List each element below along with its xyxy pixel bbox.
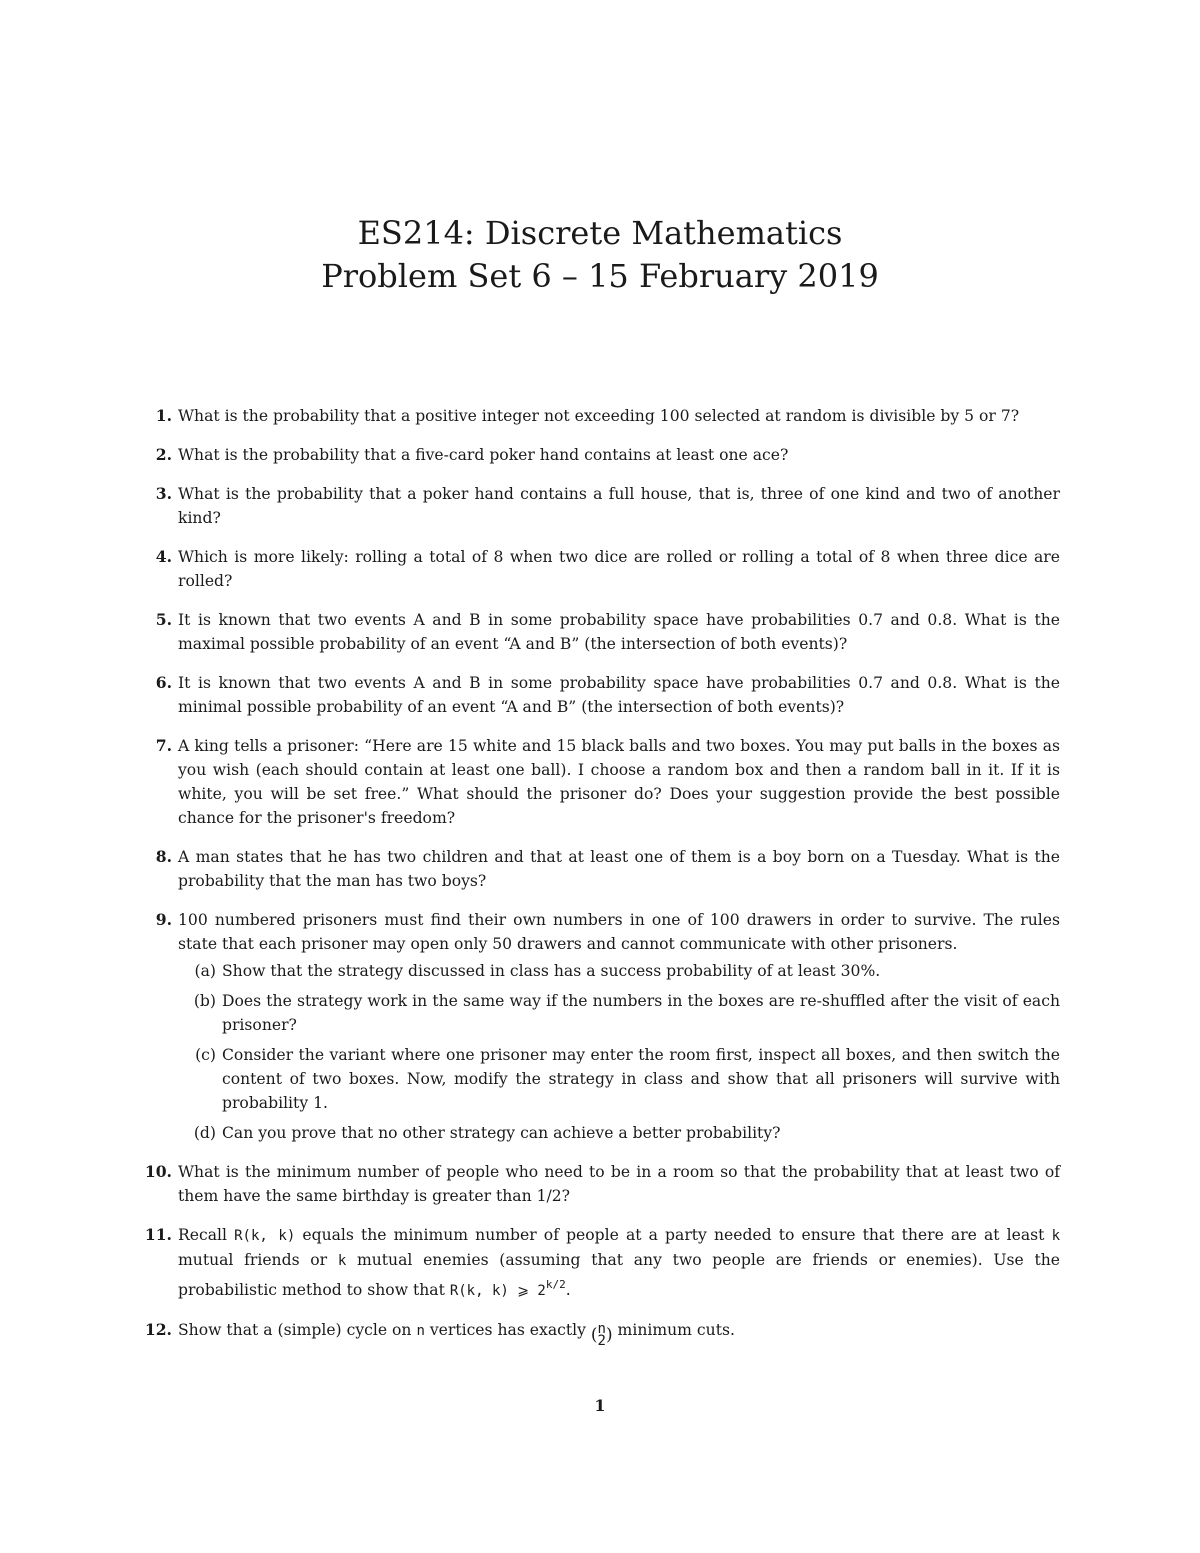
problem-number: 7.	[155, 736, 172, 755]
problem-3	[142, 482, 1060, 530]
problem-text-part: vertices has exactly	[424, 1321, 591, 1339]
problem-text: What is the probability that a five-card poker hand contains at least one ace?	[178, 446, 789, 464]
math-variable: k	[1051, 1228, 1060, 1244]
math-variable: n	[416, 1323, 425, 1339]
subproblem-text: Show that the strategy discussed in class has a success probability of at least 30%.	[222, 962, 881, 980]
problem-text: Which is more likely: rolling a total of 8 when two dice are rolled or rolling a total of 8 when three dice are rolled?	[178, 548, 1060, 590]
title-block	[0, 212, 1200, 298]
problem-11	[142, 1223, 1060, 1303]
problem-text: It is known that two events A and B in some probability space have probabilities 0.7 and 0.8. What is the minimal possible probability of an event “A and B” (the intersection of both events)?	[178, 674, 1060, 716]
problem-text: 100 numbered prisoners must find their own numbers in one of 100 drawers in order to survive. The rules state that each prisoner may open only 50 drawers and cannot communicate with other prisoners.	[178, 911, 1060, 953]
subproblem-label: (b)	[193, 992, 216, 1010]
problem-6	[142, 671, 1060, 719]
problem-number: 1.	[155, 406, 172, 425]
math-expression: R(k, k)	[234, 1228, 296, 1244]
problem-number: 2.	[155, 445, 172, 464]
problem-5	[142, 608, 1060, 656]
problem-number: 5.	[155, 610, 172, 629]
problem-text: What is the probability that a positive integer not exceeding 100 selected at random is divisible by 5 or 7?	[178, 407, 1020, 425]
problem-text: It is known that two events A and B in some probability space have probabilities 0.7 and 0.8. What is the maximal possible probability of an event “A and B” (the intersection of both events)?	[178, 611, 1060, 653]
problem-8	[142, 845, 1060, 893]
subproblem-c	[178, 1043, 1060, 1115]
problem-number: 11.	[144, 1225, 172, 1244]
problem-text-part: minimum cuts.	[612, 1321, 735, 1339]
binomial-stack	[597, 1320, 606, 1349]
problem-4	[142, 545, 1060, 593]
problem-text-part: .	[565, 1281, 571, 1299]
problem-text-part: equals the minimum number of people at a party needed to ensure that there are at least	[295, 1226, 1052, 1244]
problem-text: What is the probability that a poker hand contains a full house, that is, three of one kind and two of another kind?	[178, 485, 1060, 527]
problem-number: 9.	[155, 910, 172, 929]
subproblem-a	[178, 959, 1060, 983]
subproblem-list	[178, 959, 1060, 1145]
problem-1	[142, 404, 1060, 428]
problem-number: 6.	[155, 673, 172, 692]
problem-7	[142, 734, 1060, 830]
problem-number: 3.	[155, 484, 172, 503]
subproblem-label: (c)	[195, 1046, 216, 1064]
problem-list	[142, 404, 1060, 1363]
problem-text: What is the minimum number of people who need to be in a room so that the probability that at least two of them have the same birthday is greater than 1/2?	[178, 1163, 1060, 1205]
subproblem-text: Consider the variant where one prisoner may enter the room first, inspect all boxes, and then switch the content of two boxes. Now, modify the strategy in class and show that all prisoners will survive with probability 1.	[222, 1046, 1060, 1112]
binomial-coefficient: (n 2)	[590, 1320, 613, 1349]
problem-2	[142, 443, 1060, 467]
binomial-top: n	[597, 1320, 606, 1337]
problem-number: 12.	[144, 1320, 172, 1339]
subproblem-label: (d)	[193, 1124, 216, 1142]
document-title: ES214: Discrete Mathematics	[357, 214, 843, 252]
subproblem-label: (a)	[194, 962, 216, 980]
subproblem-text: Can you prove that no other strategy can achieve a better probability?	[222, 1124, 781, 1142]
problem-number: 4.	[155, 547, 172, 566]
subproblem-text: Does the strategy work in the same way if the numbers in the boxes are re-shuffled after the visit of each prisoner?	[222, 992, 1060, 1034]
binomial-bottom: 2	[597, 1332, 606, 1349]
subproblem-d	[178, 1121, 1060, 1145]
math-exponent: k/2	[545, 1278, 566, 1291]
math-variable: k	[337, 1253, 347, 1269]
problem-text: A man states that he has two children and that at least one of them is a boy born on a Tuesday. What is the probability that the man has two boys?	[178, 848, 1060, 890]
problem-text-part: mutual friends or	[178, 1251, 338, 1269]
document-subtitle: Problem Set 6 – 15 February 2019	[321, 257, 879, 295]
problem-number: 10.	[144, 1162, 172, 1181]
problem-12	[142, 1318, 1060, 1348]
problem-text-part: mutual enemies (assuming that any two people are friends or enemies). Use the probabilistic method to show that	[178, 1251, 1060, 1299]
problem-text-part: Show that a (simple) cycle on	[178, 1321, 417, 1339]
problem-text: A king tells a prisoner: “Here are 15 white and 15 black balls and two boxes. You may put balls in the boxes as you wish (each should contain at least one ball). I choose a random box and then a random ball in it. If it is white, you will be set free.” What should the prisoner do? Does your suggestion provide the best possible chance for the prisoner's freedom?	[178, 737, 1060, 827]
problem-text-part: Recall	[178, 1226, 235, 1244]
page-number: 1	[594, 1396, 606, 1415]
math-expression: R(k, k) ⩾ 2	[449, 1283, 546, 1299]
problem-10	[142, 1160, 1060, 1208]
subproblem-b	[178, 989, 1060, 1037]
problem-9	[142, 908, 1060, 1145]
problem-number: 8.	[155, 847, 172, 866]
